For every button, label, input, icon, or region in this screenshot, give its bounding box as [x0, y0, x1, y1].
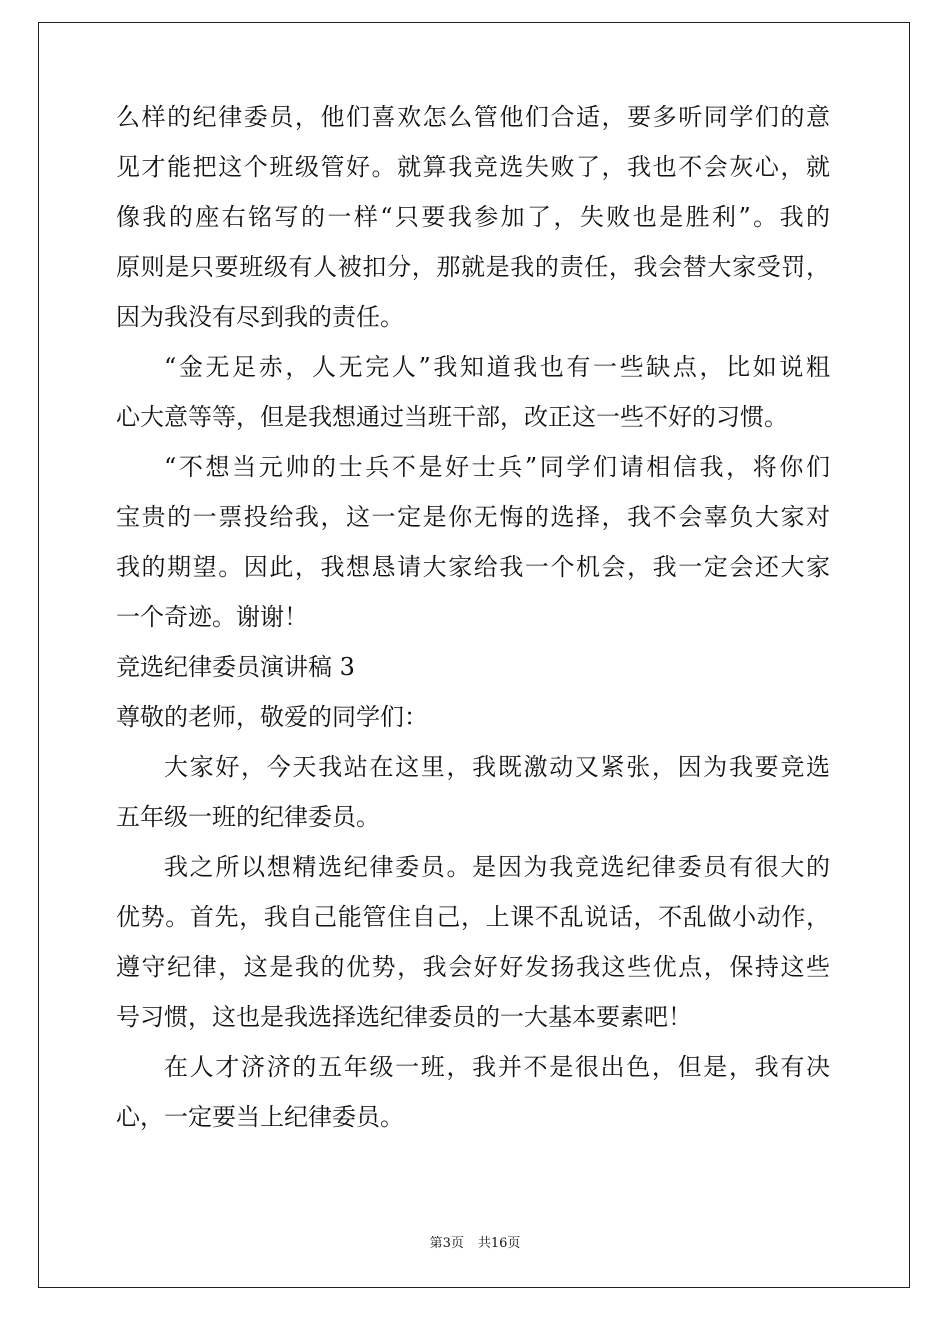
text-line: 心，一定要当上纪律委员。 [116, 1103, 404, 1131]
text-line: 五年级一班的纪律委员。 [116, 803, 380, 831]
page-footer [0, 1232, 950, 1251]
text-line: 优势。首先，我自己能管住自己，上课不乱说话，不乱做小动作， [116, 903, 830, 931]
text-line: 宝贵的一票投给我，这一定是你无悔的选择，我不会辜负大家对 [116, 503, 830, 531]
text-line: 像我的座右铭写的一样“只要我参加了，失败也是胜利”。我的 [116, 203, 830, 231]
salutation: 尊敬的老师，敬爱的同学们： [116, 703, 428, 731]
text-line: 因为我没有尽到我的责任。 [116, 303, 404, 331]
text-line: 我的期望。因此，我想恳请大家给我一个机会，我一定会还大家 [116, 553, 830, 581]
text-line: 号习惯，这也是我选择选纪律委员的一大基本要素吧！ [116, 1003, 692, 1031]
text-line: “不想当元帅的士兵不是好士兵”同学们请相信我，将你们 [164, 453, 830, 481]
text-line: 一个奇迹。谢谢！ [116, 603, 308, 631]
page-number: 第3页 [429, 1236, 464, 1251]
section-heading: 竞选纪律委员演讲稿 3 [116, 653, 355, 681]
text-line: “金无足赤，人无完人”我知道我也有一些缺点，比如说粗 [164, 353, 830, 381]
page-total: 共16页 [477, 1236, 521, 1251]
text-line: 么样的纪律委员，他们喜欢怎么管他们合适，要多听同学们的意 [116, 103, 830, 131]
text-line: 原则是只要班级有人被扣分，那就是我的责任，我会替大家受罚， [116, 253, 830, 281]
text-line: 在人才济济的五年级一班，我并不是很出色，但是，我有决 [164, 1053, 830, 1081]
text-line: 见才能把这个班级管好。就算我竞选失败了，我也不会灰心，就 [116, 153, 830, 181]
text-line: 我之所以想精选纪律委员。是因为我竞选纪律委员有很大的 [164, 853, 830, 881]
text-line: 遵守纪律，这是我的优势，我会好好发扬我这些优点，保持这些 [116, 953, 830, 981]
document-body [116, 92, 830, 1142]
text-line: 心大意等等，但是我想通过当班干部，改正这一些不好的习惯。 [116, 403, 788, 431]
text-line: 大家好，今天我站在这里，我既激动又紧张，因为我要竞选 [164, 753, 830, 781]
